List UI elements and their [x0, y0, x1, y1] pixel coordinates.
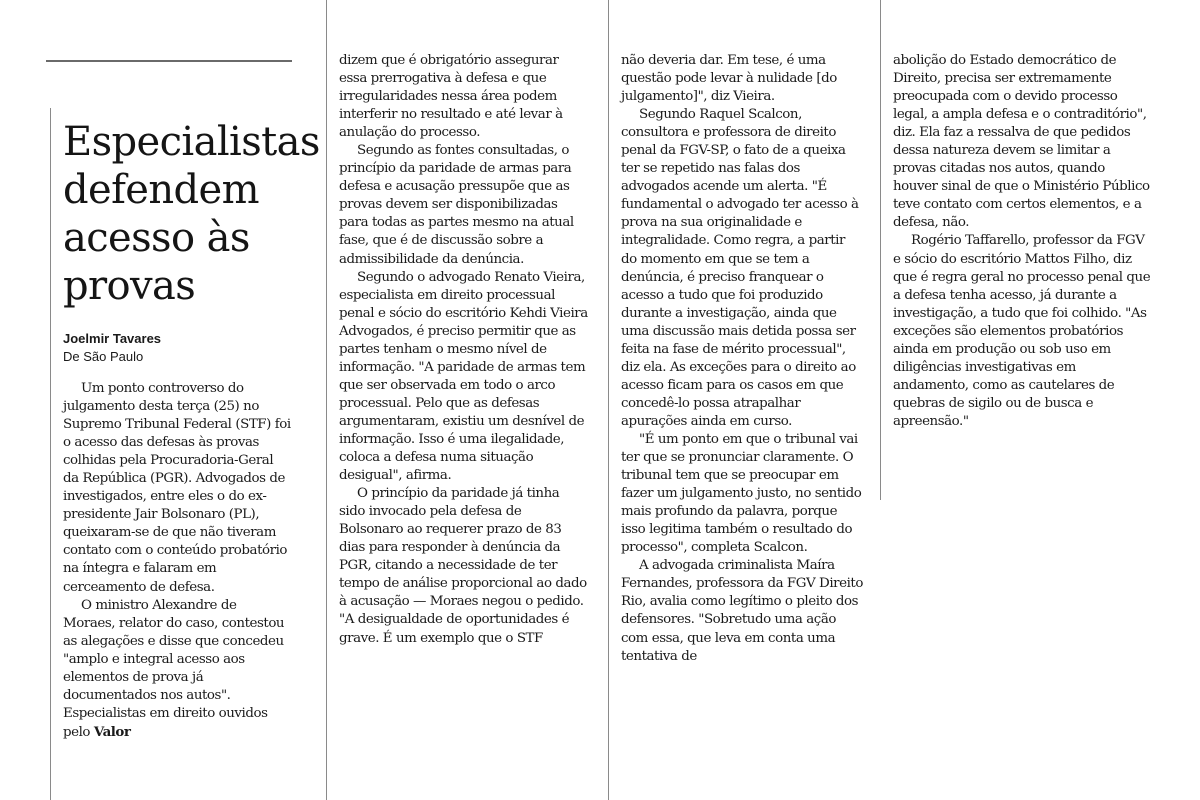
paragraph: Segundo as fontes consultadas, o princípio da paridade de armas para defesa e acusação pressupõe que as provas devem ser disponibilizadas para todas as partes mesmo na atual fase, que é de discussão sobre a admissibilidade da denúncia.	[339, 143, 574, 267]
paragraph-text: O ministro Alexandre de Moraes, relator do caso, contestou as alegações e disse que concedeu "amplo e integral acesso aos elementos de prova já documentados nos autos". Especialistas em direito ouvidos pelo	[63, 597, 285, 740]
body-column-2	[339, 0, 588, 648]
paragraph: O princípio da paridade já tinha sido invocado pela defesa de Bolsonaro ao requerer prazo de 83 dias para responder à denúncia da PGR, citando a necessidade de ter tempo de análise proporcional ao dado à acusação — Moraes negou o pedido. "A desigualdade de oportunidades é grave. É um exemplo que o STF	[339, 486, 587, 646]
paragraph: abolição do Estado democrático de Direito, precisa ser extremamente preocupada com o devido processo legal, a ampla defesa e o contraditório", diz. Ela faz a ressalva de que pedidos dessa natureza devem se limitar a provas citadas nos autos, quando houver sinal de que o Ministério Público teve contato com certos elementos, e a defesa, não.	[893, 53, 1150, 231]
article-column-2	[326, 0, 588, 800]
headline: Especialistas defendem acesso às provas	[63, 119, 320, 309]
article-column-4	[880, 0, 1152, 500]
article-column-3	[608, 0, 864, 800]
author-name: Joelmir Tavares	[63, 331, 162, 346]
article-lead-column	[50, 108, 320, 800]
paragraph: não deveria dar. Em tese, é uma questão pode levar à nulidade [do julgamento]", diz Vieira.	[621, 53, 837, 105]
paragraph: Rogério Taffarello, professor da FGV e sócio do escritório Mattos Filho, diz que é regra geral no processo penal que a defesa tenha acesso, já durante a investigação, a tudo que foi colhido. "As exceções são elementos probatórios ainda em produção ou sob uso em diligências investigativas em andamento, como as cautelares de quebras de sigilo ou de busca e apreensão."	[893, 233, 1151, 429]
paragraph: Segundo o advogado Renato Vieira, especialista em direito processual penal e sócio do escritório Kehdi Vieira Advogados, é preciso permitir que as partes tenham o mesmo nível de informação. "A paridade de armas tem que ser observada em todo o arco processual. Pelo que as defesas argumentaram, existiu um desnível de informação. Isso é uma ilegalidade, coloca a defesa numa situação desigual", afirma.	[339, 269, 588, 484]
paragraph: "É um ponto em que o tribunal vai ter que se pronunciar claramente. O tribunal tem que se preocupar em fazer um julgamento justo, no sentido mais profundo da palavra, porque isso legitima também o resultado do processo", completa Scalcon.	[621, 431, 862, 556]
paragraph: dizem que é obrigatório assegurar essa prerrogativa à defesa e que irregularidades nessa área podem interferir no resultado e até levar à anulação do processo.	[339, 53, 563, 141]
paragraph: Segundo Raquel Scalcon, consultora e professora de direito penal da FGV-SP, o fato de a queixa ter se repetido nas falas dos advogados acende um alerta. "É fundamental o advogado ter acesso à prova na sua originalidade e integralidade. Como regra, a partir do momento em que se tem a denúncia, é preciso franquear o acesso a tudo que foi produzido durante a investigação, ainda que uma discussão mais detida possa ser feita na fase de mérito processual", diz ela. As exceções para o direito ao acesso ficam para os casos em que concedê-lo possa atrapalhar apurações ainda em curso.	[621, 107, 859, 429]
body-column-3	[621, 0, 864, 666]
dateline: De São Paulo	[63, 349, 144, 364]
paragraph: Um ponto controverso do julgamento desta terça (25) no Supremo Tribunal Federal (STF) foi o acesso das defesas às provas colhidas pela Procuradoria-Geral da República (PGR). Advogados de investigados, entre eles o do ex-presidente Jair Bolsonaro (PL), queixaram-se de que não tiveram contato com o conteúdo probatório na íntegra e falaram em cerceamento de defesa.	[63, 381, 291, 595]
paragraph: A advogada criminalista Maíra Fernandes, professora da FGV Direito Rio, avalia como legítimo o pleito dos defensores. "Sobretudo uma ação com essa, que leva em conta uma tentativa de	[621, 558, 863, 664]
body-column-4	[893, 0, 1152, 431]
body-column-1	[63, 380, 292, 742]
newspaper-name: Valor	[93, 723, 131, 740]
top-rule	[46, 60, 292, 62]
paragraph	[63, 597, 292, 742]
